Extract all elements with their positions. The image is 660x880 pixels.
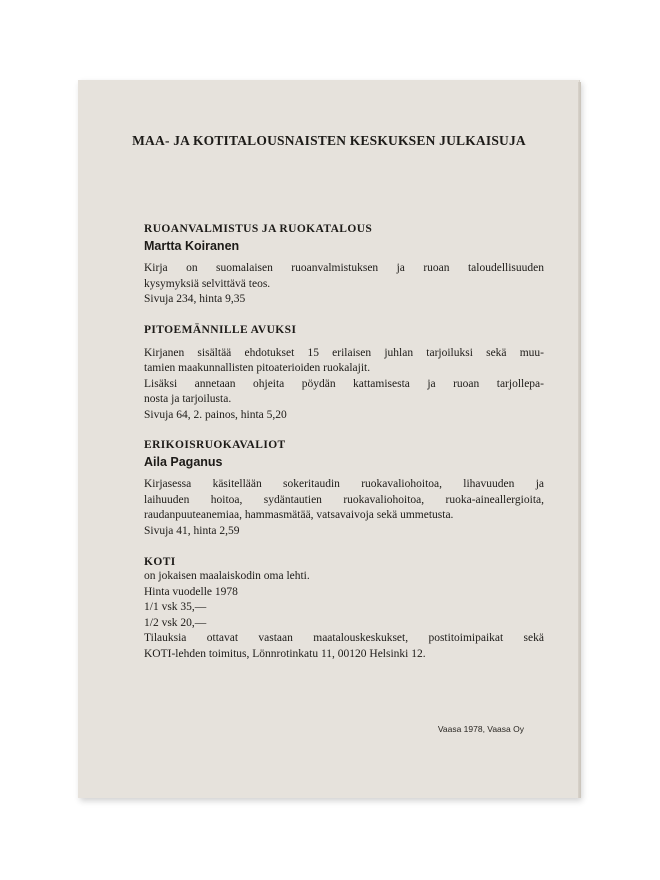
- description-line: nosta ja tarjoilusta.: [144, 393, 232, 405]
- publication-price: Sivuja 64, 2. painos, hinta 5,20: [144, 408, 287, 421]
- description-line: KOTI-lehden toimitus, Lönnrotinkatu 11, 00120 Helsinki 12.: [144, 647, 426, 660]
- publication-description: [144, 261, 544, 308]
- publication-title: KOTI: [144, 556, 176, 568]
- publication-description: [144, 569, 544, 662]
- description-line: Kirjasessa käsitellään sokeritaudin ruokavaliohoitoa, lihavuuden ja: [144, 478, 544, 490]
- subscription-price: 1/1 vsk 35,—: [144, 601, 207, 613]
- description-line: tamien maakunnallisten pitoaterioiden ruokalajit.: [144, 362, 371, 374]
- subscription-price: 1/2 vsk 20,—: [144, 616, 207, 629]
- cover-heading: MAA- JA KOTITALOUSNAISTEN KESKUKSEN JULKAISUJA: [132, 133, 526, 148]
- publication-list: [144, 221, 544, 662]
- publication-price: Sivuja 234, hinta 9,35: [144, 293, 246, 305]
- description-line: Lisäksi annetaan ohjeita pöydän kattamisesta ja ruoan tarjollepa-: [144, 377, 544, 390]
- description-line: raudanpuuteanemiaa, hammasmätää, vatsavaivoja sekä ummetusta.: [144, 509, 454, 521]
- publication-description: [144, 477, 544, 539]
- description-line: Kirjanen sisältää ehdotukset 15 erilaisen juhlan tarjoiluksi sekä muu-: [144, 346, 544, 359]
- publication-description: [144, 346, 544, 424]
- publication-entry: [144, 221, 544, 308]
- publication-title: ERIKOISRUOKAVALIOT: [144, 439, 286, 451]
- subscription-price-heading: Hinta vuodelle 1978: [144, 585, 238, 598]
- description-line: kysymyksiä selvittävä teos.: [144, 277, 271, 290]
- publication-title: RUOANVALMISTUS JA RUOKATALOUS: [144, 223, 373, 235]
- description-line: laihuuden hoitoa, sydäntautien ruokavaliohoitoa, ruoka-aineallergioita,: [144, 493, 544, 506]
- description-line: on jokaisen maalaiskodin oma lehti.: [144, 570, 310, 582]
- description-line: Kirja on suomalaisen ruoanvalmistuksen ja ruoan taloudellisuuden: [144, 262, 544, 274]
- description-line: Tilauksia ottavat vastaan maatalouskeskukset, postitoimipaikat sekä: [144, 632, 544, 644]
- publication-title: PITOEMÄNNILLE AVUKSI: [144, 323, 297, 336]
- publication-price: Sivuja 41, hinta 2,59: [144, 524, 240, 537]
- publication-entry: [144, 322, 544, 424]
- publication-author: Martta Koiranen: [144, 239, 240, 253]
- publication-author: Aila Paganus: [144, 455, 223, 469]
- back-cover: [78, 80, 580, 798]
- publication-entry: [144, 555, 544, 662]
- book-edge: [578, 82, 581, 798]
- publication-entry: [144, 437, 544, 539]
- printer-imprint: Vaasa 1978, Vaasa Oy: [437, 724, 524, 734]
